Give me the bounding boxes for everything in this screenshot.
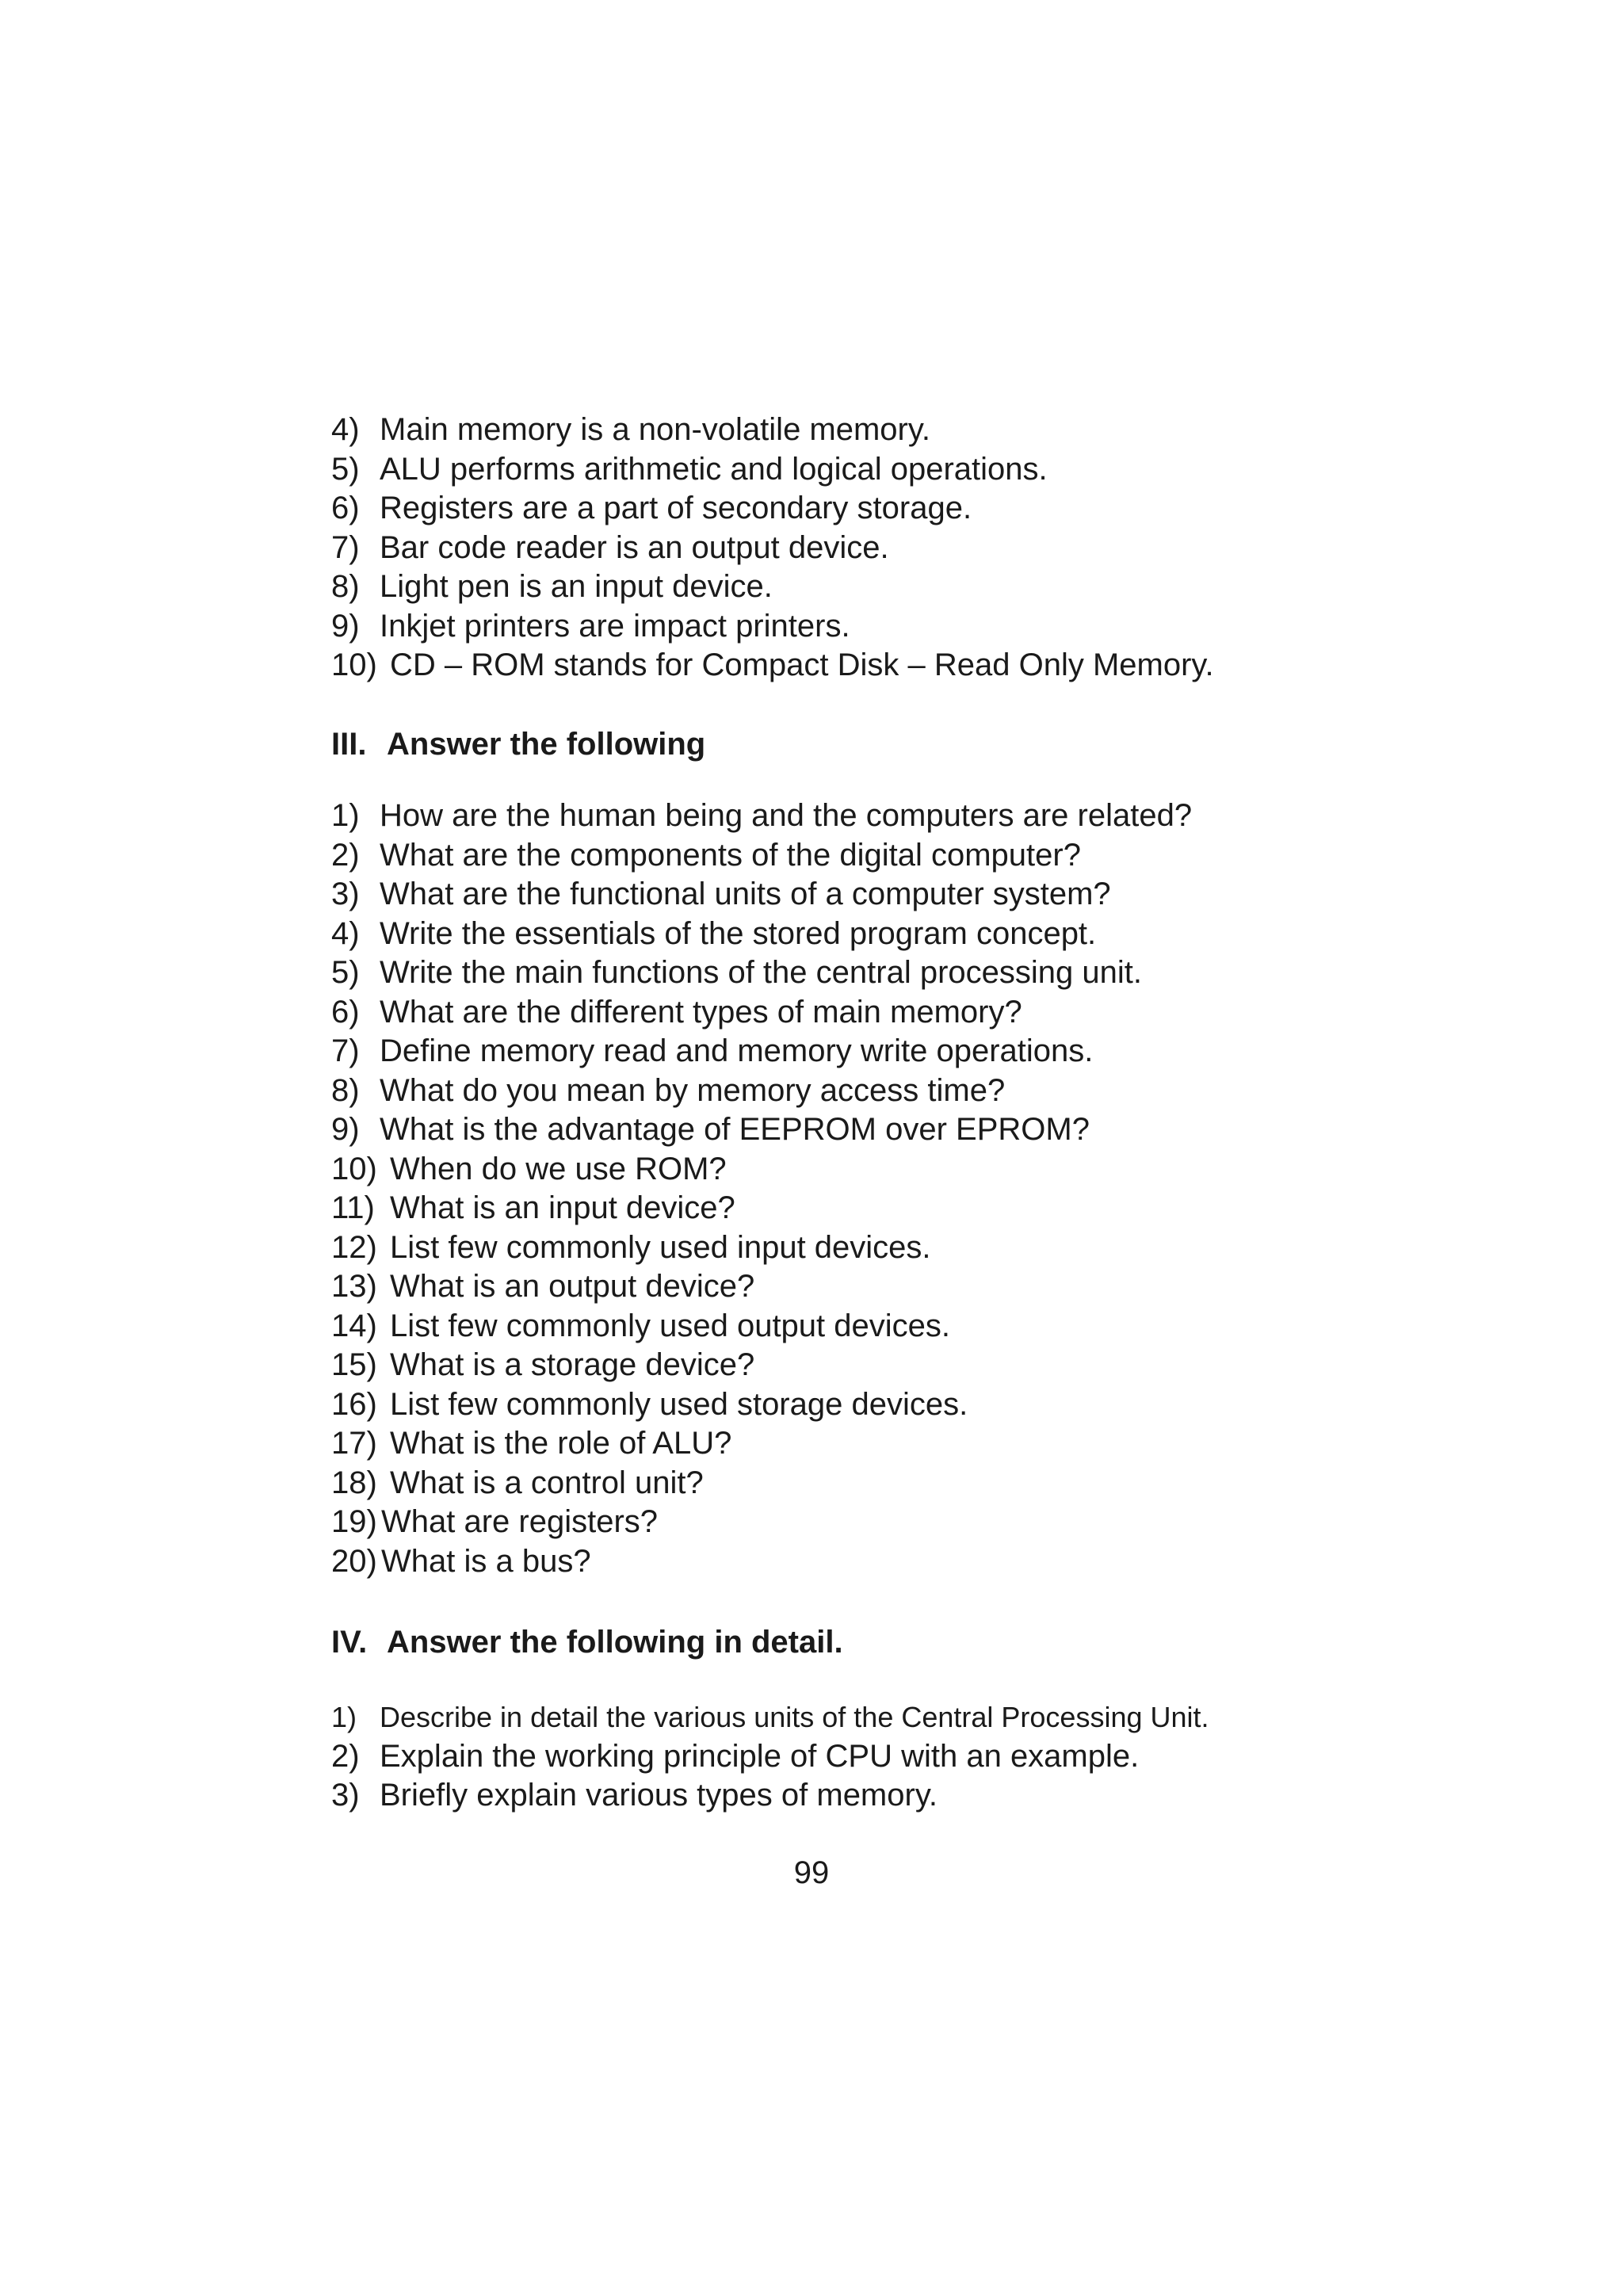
page-number: 99	[793, 1855, 830, 1890]
document-page: 4) Main memory is a non-volatile memory. 5) ALU performs arithmetic and logical operations. 6) Registers are a part of secondary storage. 7) Bar code reader is an output device. 8) Light pen is an input device. 9) Inkjet printers are impact printers. 10) CD – ROM stands for Compact Disk – Read Only Memory. III. Answer the following 1) How are the human being and the computers are related? 2) What are the components of the digital computer? 3) What are the functional units of a computer system? 4) Write the essentials of the stored program concept. 5) Write the main functions of the central processing unit. 6) What are the different types of main memory? 7) Define memory read and memory write operations. 8) What do you mean by memory access time? 9) What is the advantage of EEPROM over EPROM? 10) When do we use ROM? 11) What is an input device? 12) List few commonly used input devices. 13) What is an output device? 14) List few commonly used output devices. 15) What is a storage device? 16) List few commonly used storage devices. 17) What is the role of ALU? 18) What is a control unit? 19) What are registers? 20) What is a bus? IV. Answer the following in detail. 1) Describe in detail the various units of the Central Processing Unit. 2) Explain the working principle of CPU with an example. 3) Briefly explain various types of memory. 99	[0, 0, 1623, 2296]
